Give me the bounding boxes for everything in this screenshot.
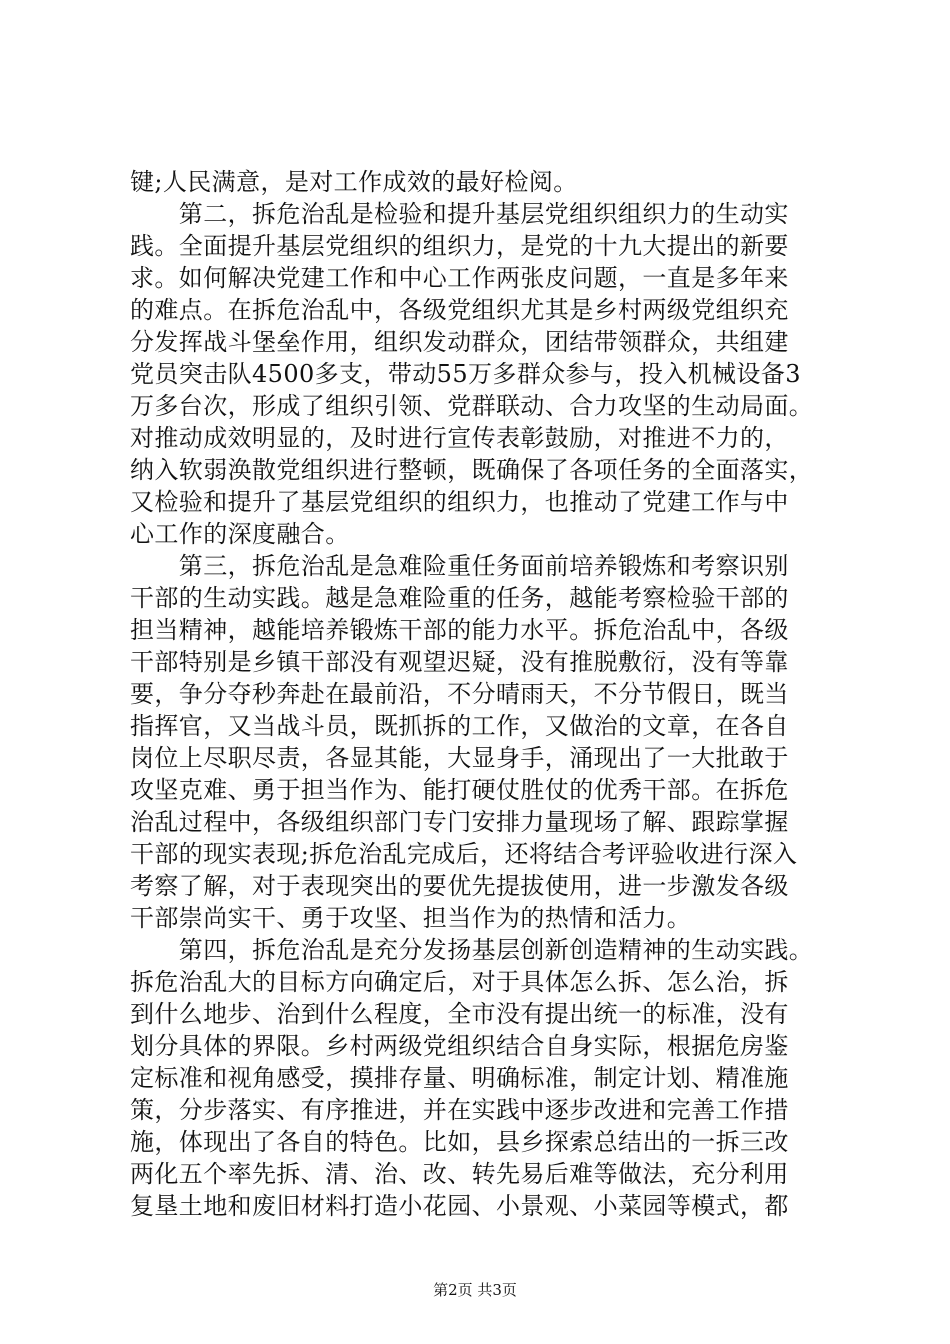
text-line: 干部的生动实践。越是急难险重的任务，越能考察检验干部的: [130, 584, 789, 612]
text-line: 万多台次，形成了组织引领、党群联动、合力攻坚的生动局面。: [130, 392, 814, 420]
text-line: 施，体现出了各自的特色。比如，县乡探索总结出的一拆三改: [130, 1128, 789, 1156]
text-line: 又检验和提升了基层党组织的组织力，也推动了党建工作与中: [130, 488, 789, 516]
text-line: 担当精神，越能培养锻炼干部的能力水平。拆危治乱中，各级: [130, 616, 789, 644]
text-line: 干部崇尚实干、勇于攻坚、担当作为的热情和活力。: [130, 904, 692, 932]
text-line: 第二，拆危治乱是检验和提升基层党组织组织力的生动实: [130, 200, 789, 228]
text-line: 复垦土地和废旧材料打造小花园、小景观、小菜园等模式，都: [130, 1192, 789, 1220]
text-line: 的难点。在拆危治乱中，各级党组织尤其是乡村两级党组织充: [130, 296, 789, 324]
text-line: 定标准和视角感受，摸排存量、明确标准，制定计划、精准施: [130, 1064, 789, 1092]
page-number-label: 第2页 共3页: [433, 1281, 517, 1299]
text-line: 攻坚克难、勇于担当作为、能打硬仗胜仗的优秀干部。在拆危: [130, 776, 789, 804]
text-line: 键;人民满意，是对工作成效的最好检阅。: [130, 168, 578, 196]
text-line: 拆危治乱大的目标方向确定后，对于具体怎么拆、怎么治，拆: [130, 968, 789, 996]
text-line: 分发挥战斗堡垒作用，组织发动群众，团结带领群众，共组建: [130, 328, 789, 356]
text-line: 干部特别是乡镇干部没有观望迟疑，没有推脱敷衍，没有等靠: [130, 648, 789, 676]
text-line: 划分具体的界限。乡村两级党组织结合自身实际，根据危房鉴: [130, 1032, 789, 1060]
page-footer: [0, 1280, 950, 1300]
text-line: 治乱过程中，各级组织部门专门安排力量现场了解、跟踪掌握: [130, 808, 789, 836]
text-line: 第四，拆危治乱是充分发扬基层创新创造精神的生动实践。: [130, 936, 814, 964]
body-text: [130, 166, 830, 1222]
text-line: 求。如何解决党建工作和中心工作两张皮问题，一直是多年来: [130, 264, 789, 292]
text-line: 对推动成效明显的，及时进行宣传表彰鼓励，对推进不力的，: [130, 424, 789, 452]
text-line: 岗位上尽职尽责，各显其能，大显身手，涌现出了一大批敢于: [130, 744, 789, 772]
text-line: 第三，拆危治乱是急难险重任务面前培养锻炼和考察识别: [130, 552, 789, 580]
text-line: 策，分步落实、有序推进，并在实践中逐步改进和完善工作措: [130, 1096, 789, 1124]
text-line: 心工作的深度融合。: [130, 520, 350, 548]
text-line: 到什么地步、治到什么程度，全市没有提出统一的标准，没有: [130, 1000, 789, 1028]
text-line: 干部的现实表现;拆危治乱完成后，还将结合考评验收进行深入: [130, 840, 798, 868]
text-line: 党员突击队4500多支，带动55万多群众参与，投入机械设备3: [130, 360, 801, 388]
text-line: 纳入软弱涣散党组织进行整顿，既确保了各项任务的全面落实，: [130, 456, 814, 484]
text-line: 考察了解，对于表现突出的要优先提拔使用，进一步激发各级: [130, 872, 789, 900]
text-line: 指挥官，又当战斗员，既抓拆的工作，又做治的文章，在各自: [130, 712, 789, 740]
text-line: 两化五个率先拆、清、治、改、转先易后难等做法，充分利用: [130, 1160, 789, 1188]
text-line: 践。全面提升基层党组织的组织力，是党的十九大提出的新要: [130, 232, 789, 260]
text-line: 要，争分夺秒奔赴在最前沿，不分晴雨天，不分节假日，既当: [130, 680, 789, 708]
